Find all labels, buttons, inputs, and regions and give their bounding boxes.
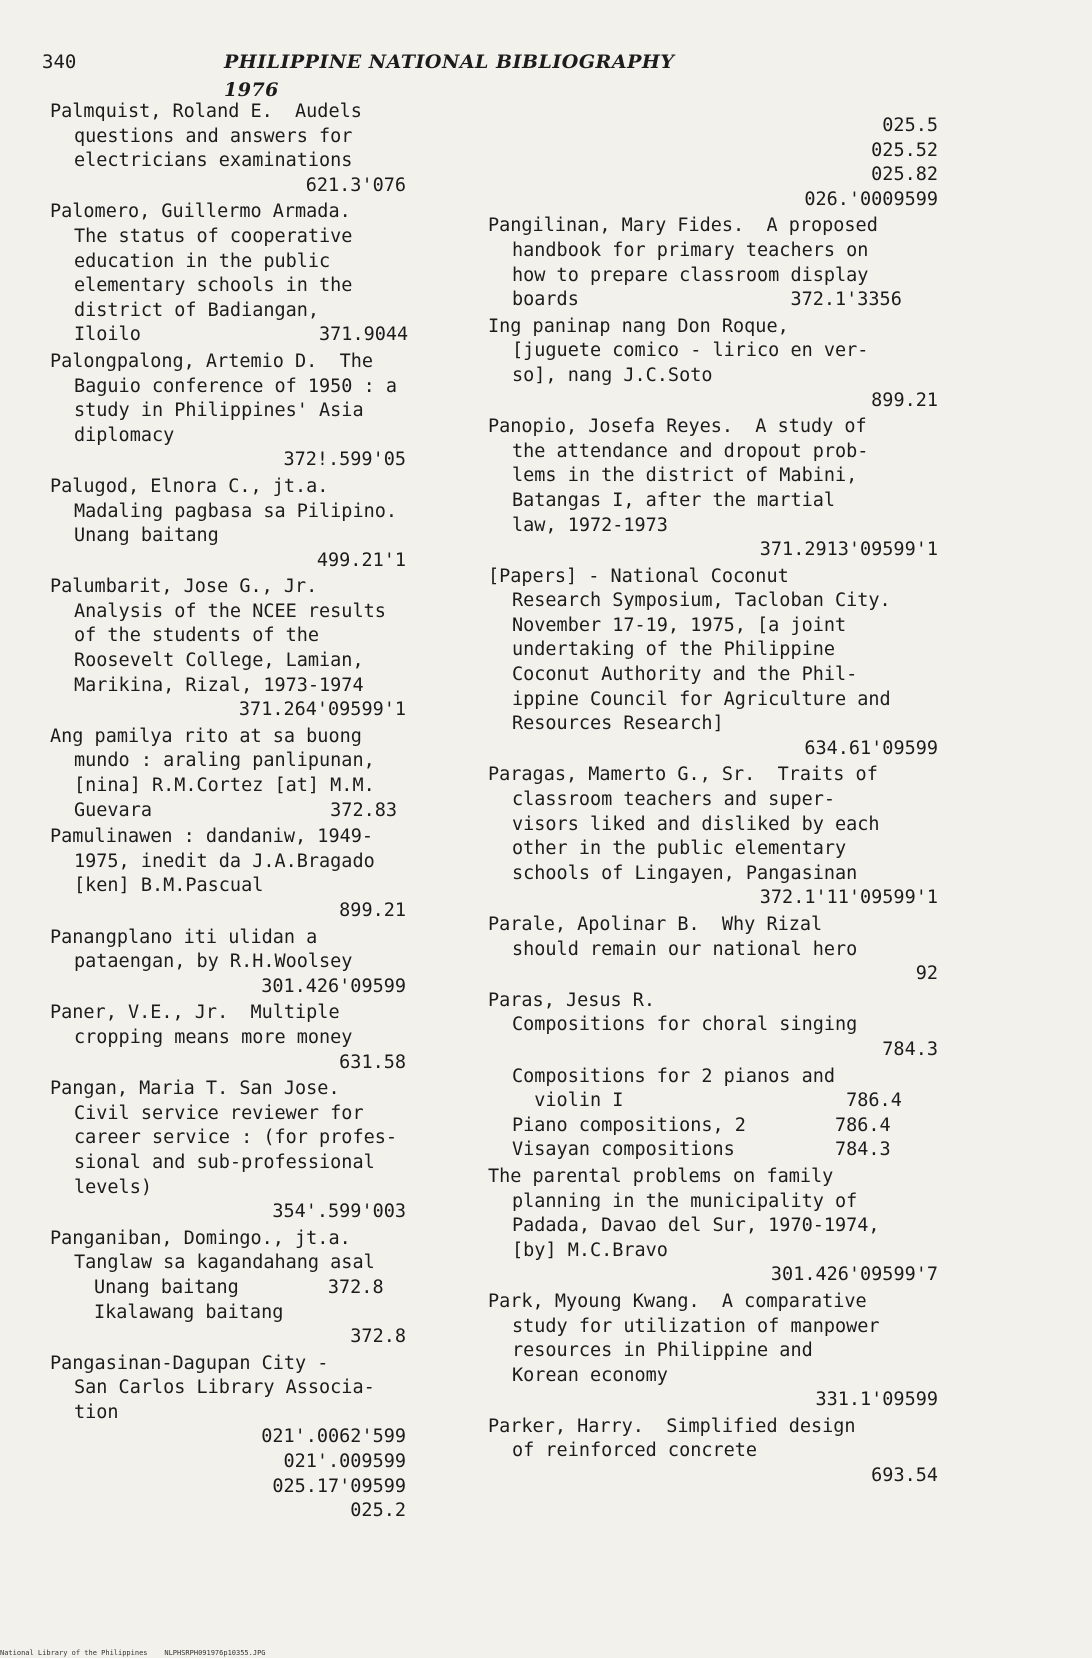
call-number: 301.426'09599 [261, 975, 406, 997]
entry-line: Batangas I, after the martial [512, 489, 836, 511]
entry-line: Marikina, Rizal, 1973-1974 [74, 674, 364, 696]
bib-entry [488, 565, 938, 762]
bib-entry [50, 475, 430, 573]
entry-line: Unang baitang 372.8 [94, 1276, 384, 1298]
entry-line: so], nang J.C.Soto [512, 364, 713, 386]
entry-line: how to prepare classroom display [512, 264, 869, 286]
call-number: 025.2 [350, 1500, 406, 1522]
entry-heading: Parker, Harry. Simplified design [488, 1415, 856, 1437]
bib-entry [488, 214, 938, 312]
entry-heading: Palugod, Elnora C., jt.a. [50, 475, 329, 497]
call-number: 021'.009599 [283, 1451, 406, 1473]
call-number: 693.54 [871, 1465, 938, 1487]
entry-heading: Palmquist, Roland E. Audels [50, 101, 362, 122]
entry-line: violin I 786.4 [512, 1090, 902, 1112]
entry-line: sional and sub-professional [74, 1151, 375, 1173]
entry-line: Resources Research] [512, 713, 724, 735]
entry-line: cropping means more money [74, 1026, 353, 1048]
page-number: 340 [42, 51, 77, 73]
call-number: 331.1'09599 [815, 1389, 938, 1411]
entry-line: Padada, Davao del Sur, 1970-1974, [512, 1215, 880, 1237]
entry-line: Unang baitang [74, 525, 219, 547]
call-number: 301.426'09599'7 [770, 1264, 938, 1286]
entry-heading: Pangilinan, Mary Fides. A proposed [488, 215, 878, 237]
entry-line: Baguio conference of 1950 : a [74, 375, 398, 397]
entry-line: planning in the municipality of [512, 1190, 858, 1212]
continued-call-numbers [488, 114, 938, 212]
bib-entry [50, 825, 430, 923]
entry-line: Iloilo 371.9044 [74, 324, 409, 346]
bib-entry [50, 200, 430, 348]
entry-line: pataengan, by R.H.Woolsey [74, 951, 353, 973]
entry-line: Compositions for 2 pianos and [512, 1065, 836, 1087]
entry-heading: Pangasinan-Dagupan City - [50, 1352, 329, 1374]
call-number: 784.3 [882, 1038, 938, 1060]
bib-entry [50, 1227, 430, 1350]
entry-line: tion [74, 1401, 119, 1423]
call-number: 371.2913'09599'1 [759, 539, 938, 561]
call-number: 354'.599'003 [272, 1201, 406, 1223]
call-number: 026.'0009599 [804, 188, 938, 210]
entry-line: visors liked and disliked by each [512, 813, 880, 835]
entry-line: undertaking of the Philippine [512, 639, 836, 661]
entry-heading: Park, Myoung Kwang. A comparative [488, 1290, 867, 1312]
entry-line: Ikalawang baitang [94, 1301, 284, 1323]
entry-line: San Carlos Library Associa- [74, 1377, 375, 1399]
entry-heading: Panangplano iti ulidan a [50, 926, 318, 948]
entry-line: the attendance and dropout prob- [512, 440, 869, 462]
bib-entry [488, 913, 938, 987]
scan-footer: National Library of the Philippines NLPHSRPH091976p10355.JPG [0, 1649, 266, 1657]
entry-line: 1975, inedit da J.A.Bragado [74, 850, 375, 872]
entry-line: Visayan compositions 784.3 [512, 1139, 891, 1161]
call-number: 92 [915, 963, 938, 985]
call-number: 499.21'1 [316, 549, 406, 571]
bib-entry [50, 926, 430, 1000]
entry-line: elementary schools in the [74, 275, 353, 297]
call-number: 621.3'076 [305, 174, 406, 196]
entry-line: career service : (for profes- [74, 1127, 398, 1149]
entry-line: Madaling pagbasa sa Pilipino. [74, 500, 398, 522]
entry-line: resources in Philippine and [512, 1340, 813, 1362]
entry-heading: The parental problems on family [488, 1165, 834, 1187]
call-number: 025.52 [871, 139, 938, 161]
entry-heading: Panganiban, Domingo., jt.a. [50, 1227, 351, 1249]
bib-entry [488, 1290, 938, 1413]
bib-entry [50, 1001, 430, 1075]
bib-entry [50, 350, 430, 473]
entry-line: Piano compositions, 2 786.4 [512, 1114, 891, 1136]
bib-entry [50, 725, 430, 823]
bib-entry [488, 763, 938, 911]
entry-line: Analysis of the NCEE results [74, 600, 386, 622]
entry-line: The status of cooperative [74, 225, 353, 247]
entry-heading: Ing paninap nang Don Roque, [488, 315, 789, 337]
call-number: 899.21 [871, 389, 938, 411]
entry-line: November 17-19, 1975, [a joint [512, 614, 847, 636]
call-number: 634.61'09599 [804, 737, 938, 759]
entry-heading: Paner, V.E., Jr. Multiple [50, 1002, 340, 1024]
entry-line: of reinforced concrete [512, 1440, 758, 1462]
call-number: 372.1'11'09599'1 [759, 887, 938, 909]
entry-line: [by] M.C.Bravo [512, 1239, 668, 1261]
call-number: 372.8 [350, 1326, 406, 1348]
entry-line: Guevara 372.83 [74, 799, 398, 821]
entry-line: schools of Lingayen, Pangasinan [512, 862, 858, 884]
page-header [42, 48, 702, 101]
right-column [488, 114, 938, 1491]
entry-line: boards 372.1'3356 [512, 289, 902, 311]
call-number: 631.58 [339, 1051, 406, 1073]
entry-heading: Pangan, Maria T. San Jose. [50, 1078, 340, 1100]
call-number: 372!.599'05 [283, 449, 406, 471]
entry-line: mundo : araling panlipunan, [74, 750, 375, 772]
call-number: 021'.0062'599 [261, 1426, 406, 1448]
entry-line: study for utilization of manpower [512, 1315, 880, 1337]
entry-line: district of Badiangan, [74, 299, 320, 321]
entry-heading: Palumbarit, Jose G., Jr. [50, 576, 318, 598]
bib-entry [488, 1165, 938, 1288]
entry-line: Civil service reviewer for [74, 1102, 364, 1124]
entry-line: Tanglaw sa kagandahang asal [74, 1252, 375, 1274]
bib-entry [488, 315, 938, 413]
entry-line: Research Symposium, Tacloban City. [512, 590, 891, 612]
entry-line: electricians examinations [74, 150, 353, 172]
call-number: 025.82 [871, 164, 938, 186]
page-title: PHILIPPINE NATIONAL BIBLIOGRAPHY 1976 [224, 51, 675, 101]
bib-entry [488, 1065, 938, 1163]
entry-heading: Palomero, Guillermo Armada. [50, 201, 351, 223]
entry-heading: Paras, Jesus R. [488, 989, 656, 1011]
entry-line: [ken] B.M.Pascual [74, 875, 264, 897]
entry-line: classroom teachers and super- [512, 789, 836, 811]
entry-line: diplomacy [74, 424, 175, 446]
call-number: 025.17'09599 [272, 1475, 406, 1497]
bib-entry [50, 575, 430, 723]
entry-line: should remain our national hero [512, 938, 858, 960]
entry-heading: Palongpalong, Artemio D. The [50, 350, 374, 372]
bib-entry [50, 100, 430, 198]
bib-entry [50, 1077, 430, 1225]
entry-line: other in the public elementary [512, 838, 847, 860]
entry-line: of the students of the [74, 625, 320, 647]
entry-heading: Paragas, Mamerto G., Sr. Traits of [488, 764, 878, 786]
entry-line: Roosevelt College, Lamian, [74, 650, 364, 672]
left-column [50, 100, 430, 1526]
entry-line: ippine Council for Agriculture and [512, 688, 891, 710]
entry-line: Compositions for choral singing [512, 1014, 858, 1036]
call-number: 371.264'09599'1 [238, 699, 406, 721]
entry-line: levels) [74, 1176, 152, 1198]
bib-entry [50, 1352, 430, 1524]
entry-heading: Pamulinawen : dandaniw, 1949- [50, 826, 374, 848]
entry-line: education in the public [74, 250, 331, 272]
bib-entry [488, 415, 938, 563]
entry-line: Coconut Authority and the Phil- [512, 664, 858, 686]
bib-entry [488, 1415, 938, 1489]
call-number: 899.21 [339, 900, 406, 921]
entry-line: [nina] R.M.Cortez [at] M.M. [74, 775, 375, 797]
entry-heading: Parale, Apolinar B. Why Rizal [488, 914, 823, 935]
entry-line: study in Philippines' Asia [74, 400, 364, 422]
entry-line: [juguete comico - lirico en ver- [512, 340, 869, 362]
entry-line: Korean economy [512, 1364, 668, 1386]
entry-heading: Ang pamilya rito at sa buong [50, 725, 362, 747]
bib-entry [488, 989, 938, 1063]
entry-heading: Panopio, Josefa Reyes. A study of [488, 416, 867, 438]
call-number: 025.5 [882, 115, 938, 136]
entry-line: handbook for primary teachers on [512, 239, 869, 261]
entry-heading: [Papers] - National Coconut [488, 565, 789, 587]
entry-line: lems in the district of Mabini, [512, 465, 858, 487]
entry-line: questions and answers for [74, 125, 353, 147]
entry-line: law, 1972-1973 [512, 514, 668, 536]
